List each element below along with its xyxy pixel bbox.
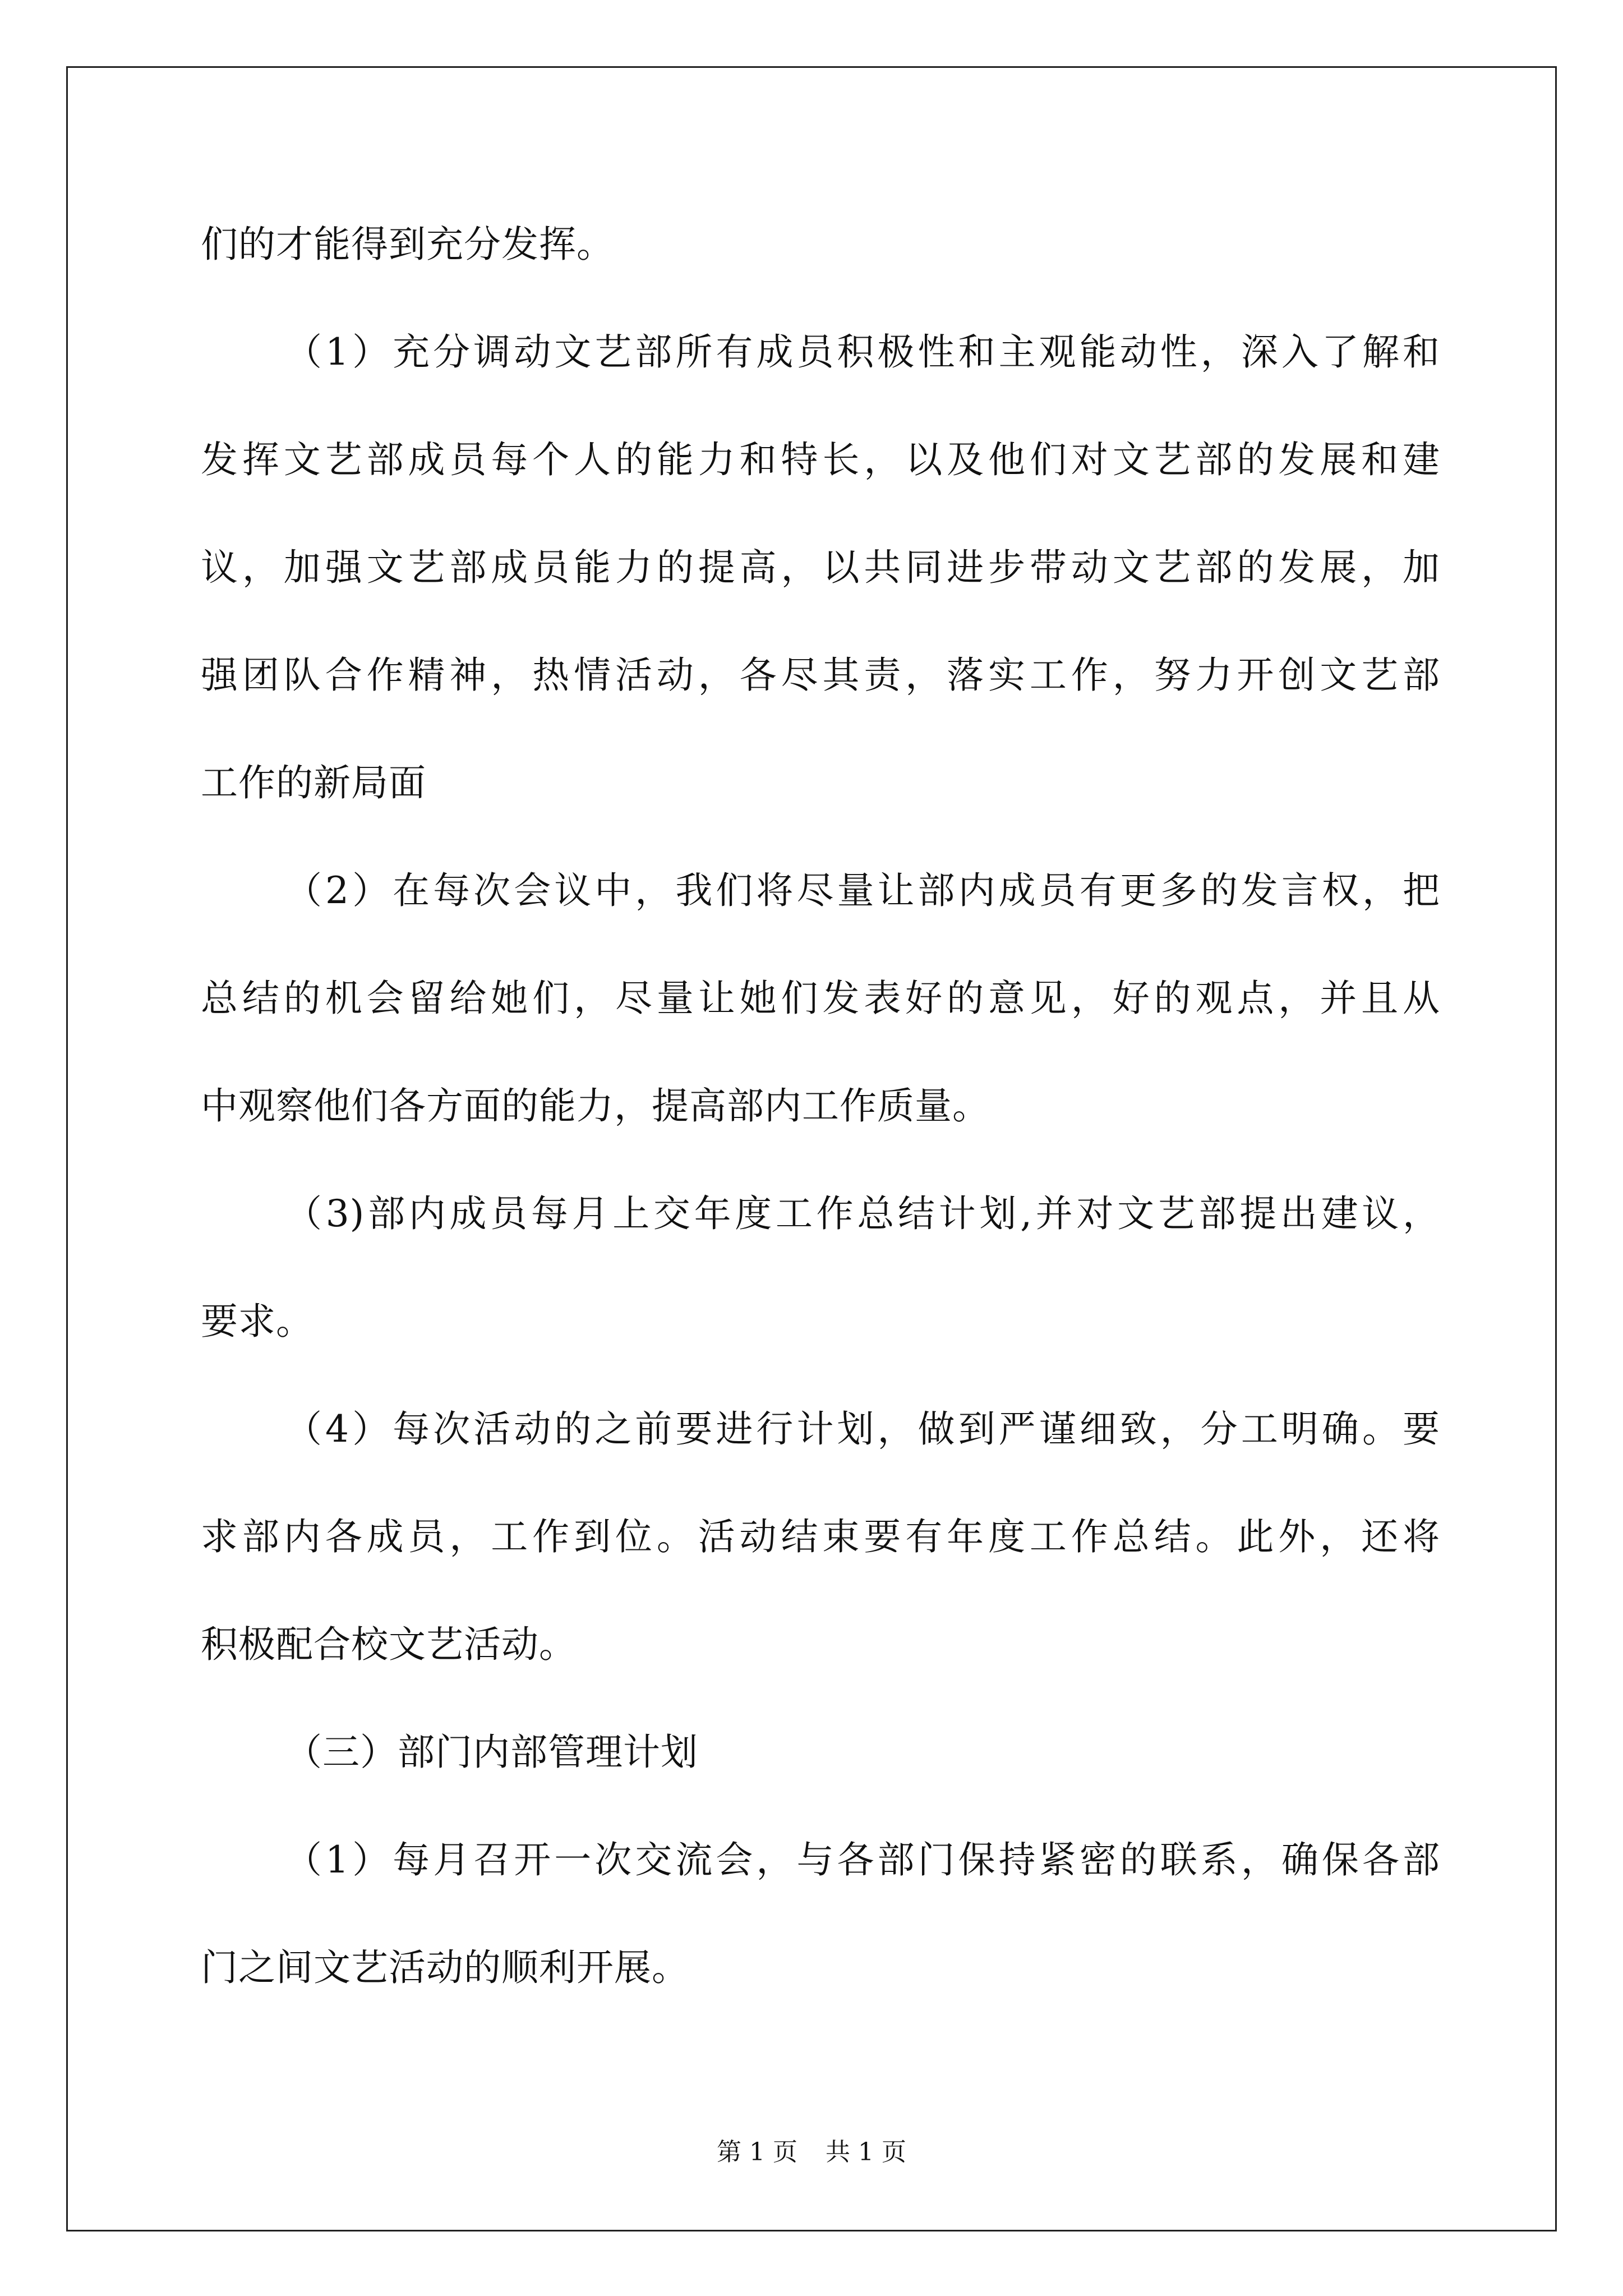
body-line: 发挥文艺部成员每个人的能力和特长，以及他们对文艺部的发展和建 (201, 438, 1440, 481)
page-footer (0, 2132, 1623, 2168)
body-line: 们的才能得到充分发挥。 (201, 223, 614, 266)
body-line: 要求。 (201, 1300, 313, 1343)
body-line: 强团队合作精神，热情活动，各尽其责，落实工作，努力开创文艺部 (201, 654, 1440, 697)
body-line: 总结的机会留给她们，尽量让她们发表好的意见，好的观点，并且从 (201, 977, 1440, 1020)
body-line: 工作的新局面 (201, 761, 426, 804)
body-line: 门之间文艺活动的顺利开展。 (201, 1946, 689, 1989)
section-heading: （三）部门内部管理计划 (285, 1731, 698, 1774)
body-line: （2）在每次会议中，我们将尽量让部内成员有更多的发言权，把 (285, 869, 1440, 912)
body-line: （1）每月召开一次交流会，与各部门保持紧密的联系，确保各部 (285, 1838, 1440, 1881)
page-number: 第 1 页 (717, 2138, 797, 2166)
body-line: 中观察他们各方面的能力，提高部内工作质量。 (201, 1084, 990, 1128)
body-line: （4）每次活动的之前要进行计划，做到严谨细致，分工明确。要 (285, 1407, 1440, 1451)
body-line: 积极配合校文艺活动。 (201, 1623, 577, 1666)
document-body (201, 191, 1440, 2022)
body-line: 议，加强文艺部成员能力的提高，以共同进步带动文艺部的发展，加 (201, 546, 1440, 589)
body-line: （3)部内成员每月上交年度工作总结计划,并对文艺部提出建议， (285, 1192, 1440, 1235)
body-line: 求部内各成员，工作到位。活动结束要有年度工作总结。此外，还将 (201, 1515, 1440, 1558)
page-total: 共 1 页 (826, 2138, 906, 2166)
body-line: （1）充分调动文艺部所有成员积极性和主观能动性，深入了解和 (285, 330, 1440, 374)
